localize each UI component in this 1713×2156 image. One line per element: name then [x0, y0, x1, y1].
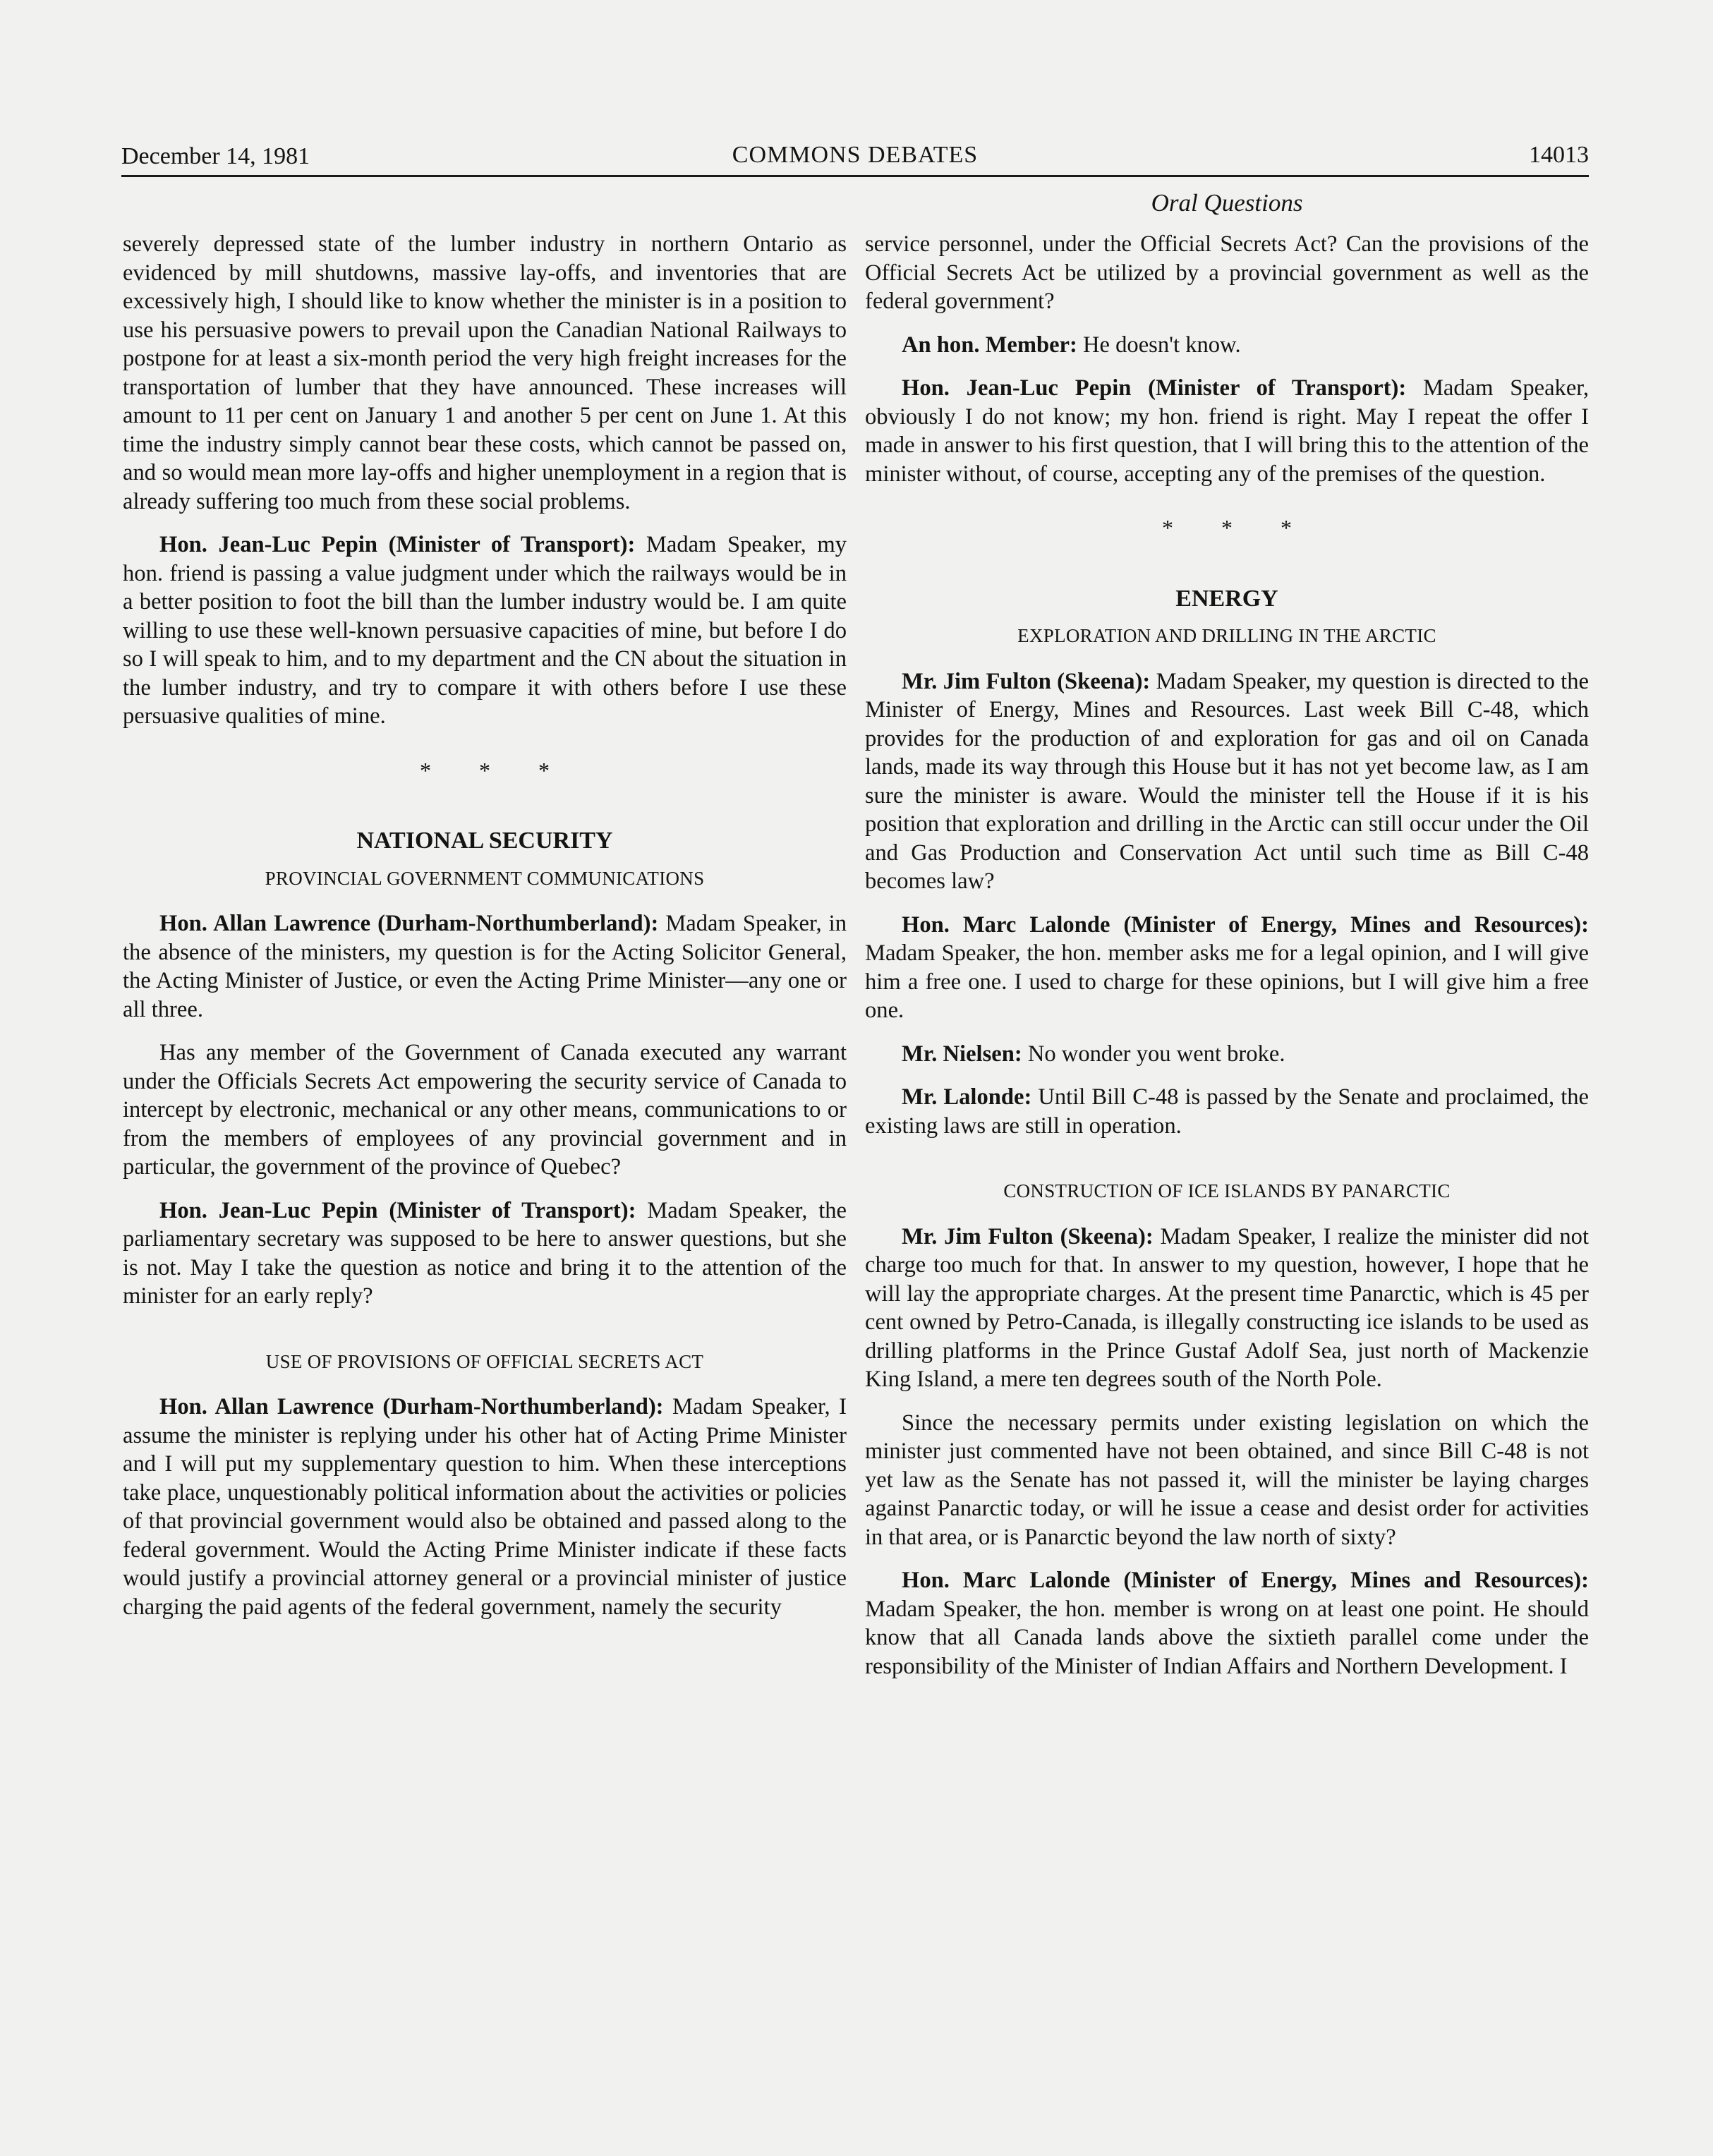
speech-text: Madam Speaker, the parliamentary secretary was supposed to be here to answer questions, but she is not. May I take the question as notice and bring it to the attention of the minister for an early reply?: [123, 1197, 847, 1309]
section-divider: * * *: [420, 757, 571, 783]
speech-paragraph: [123, 1393, 847, 1621]
speech-paragraph: [865, 1223, 1589, 1394]
subsection-heading: USE OF PROVISIONS OF OFFICIAL SECRETS ACT: [265, 1350, 704, 1372]
subsection-heading: EXPLORATION AND DRILLING IN THE ARCTIC: [1017, 625, 1436, 646]
speaker-name: Mr. Jim Fulton (Skeena):: [902, 668, 1151, 694]
paragraph: Has any member of the Government of Canada executed any warrant under the Officials Secrets Act empowering the security service of Canada to intercept by electronic, mechanical or any other means, communications to or from the members of employees of any provincial government and in particular, the government of the province of Quebec?: [123, 1040, 847, 1180]
speech-text: Madam Speaker, my question is directed to the Minister of Energy, Mines and Resources. Last week Bill C-48, which provides for the production of and exploration for gas and oil on Canada lands, made its way through this House but it has not yet become law, as I am sure the minister is aware. Would the minister tell the House if it is his position that exploration and drilling in the Arctic can still occur under the Oil and Gas Production and Conservation Act until such time as Bill C-48 becomes law?: [865, 668, 1589, 894]
paragraph: service personnel, under the Official Secrets Act? Can the provisions of the Official Secrets Act be utilized by a provincial government as well as the federal government?: [865, 231, 1589, 314]
paragraph: severely depressed state of the lumber industry in northern Ontario as evidenced by mill shutdowns, massive lay-offs, and inventories that are excessively high, I should like to know whether the minister is in a position to use his persuasive powers to prevail upon the Canadian National Railways to postpone for at least a six-month period the very high freight increases for the transportation of lumber that they have announced. These increases will amount to 11 per cent on January 1 and another 5 per cent on June 1. At this time the industry simply cannot bear these costs, which cannot be passed on, and so would mean more lay-offs and higher unemployment in a region that is already suffering too much from these social problems.: [123, 231, 847, 514]
speech-text: Until Bill C-48 is passed by the Senate and proclaimed, the existing laws are still in operation.: [865, 1084, 1589, 1139]
speech-paragraph: [865, 911, 1589, 1025]
section-tag: Oral Questions: [1151, 189, 1303, 217]
speaker-name: Mr. Jim Fulton (Skeena):: [902, 1223, 1154, 1249]
speech-text: Madam Speaker, I assume the minister is replying under his other hat of Acting Prime Minister and I will put my supplementary question to him. When these interceptions take place, unquestionably political information about the activities or policies of that provincial government would also be obtained and passed along to the federal government. Would the Acting Prime Minister indicate if these facts would justify a provincial attorney general or a provincial minister of justice charging the paid agents of the federal government, namely the security: [123, 1394, 847, 1620]
speech-paragraph: [865, 331, 1589, 360]
speech-paragraph: [865, 667, 1589, 896]
running-header: [121, 138, 1589, 177]
speaker-name: Hon. Allan Lawrence (Durham-Northumberland):: [159, 1394, 664, 1419]
speaker-name: Hon. Marc Lalonde (Minister of Energy, Mines and Resources):: [902, 1568, 1589, 1593]
speech-text: No wonder you went broke.: [1022, 1041, 1285, 1067]
section-heading: ENERGY: [1175, 585, 1278, 612]
speaker-name: Hon. Allan Lawrence (Durham-Northumberland):: [159, 911, 659, 936]
speech-paragraph: [123, 1197, 847, 1311]
speech-paragraph: [865, 1566, 1589, 1680]
paragraph: Since the necessary permits under existing legislation on which the minister just commented have not been obtained, and since Bill C-48 is not yet law as the Senate has not passed it, will the minister be laying charges against Panarctic today, or will he issue a cease and desist order for activities in that area, or is Panarctic beyond the law north of sixty?: [865, 1410, 1589, 1550]
header-date: December 14, 1981: [121, 143, 310, 169]
speech-paragraph: [865, 374, 1589, 488]
speech-paragraph: [865, 1083, 1589, 1140]
speech-text: He doesn't know.: [1077, 332, 1241, 358]
speaker-name: Mr. Nielsen:: [902, 1041, 1022, 1067]
left-column: [123, 230, 847, 1636]
speech-text: Madam Speaker, obviously I do not know; my hon. friend is right. May I repeat the offer I made in answer to his first question, that I will bring this to the attention of the minister without, of course, accepting any of the premises of the question.: [865, 375, 1589, 487]
subsection-heading: PROVINCIAL GOVERNMENT COMMUNICATIONS: [265, 867, 705, 889]
speaker-name: Mr. Lalonde:: [902, 1084, 1032, 1110]
speech-text: Madam Speaker, the hon. member is wrong on at least one point. He should know that all Canada lands above the sixtieth parallel come under the responsibility of the Minister of Indian Affairs and Northern Development. I: [865, 1596, 1589, 1679]
speech-text: Madam Speaker, I realize the minister did not charge too much for that. In answer to my question, however, I hope that he will lay the appropriate charges. At the present time Panarctic, which is 45 per cent owned by Petro-Canada, is illegally constructing ice islands to be used as drilling platforms in the Prince Gustaf Adolf Sea, just north of Mackenzie King Island, a mere ten degrees south of the North Pole.: [865, 1223, 1590, 1392]
speaker-name: Hon. Jean-Luc Pepin (Minister of Transport):: [902, 375, 1407, 401]
speaker-name: Hon. Jean-Luc Pepin (Minister of Transport):: [159, 532, 636, 557]
speech-text: Madam Speaker, the hon. member asks me for a legal opinion, and I will give him a free one. I used to charge for these opinions, but I will give him a free one.: [865, 940, 1589, 1023]
speech-paragraph: [123, 531, 847, 731]
section-heading: NATIONAL SECURITY: [356, 828, 613, 854]
header-page-number: 14013: [1529, 142, 1589, 168]
header-journal-title: COMMONS DEBATES: [732, 142, 979, 168]
speech-paragraph: [123, 909, 847, 1024]
speaker-name: Hon. Marc Lalonde (Minister of Energy, Mines and Resources):: [902, 912, 1589, 938]
speaker-name: Hon. Jean-Luc Pepin (Minister of Transport):: [159, 1197, 636, 1223]
speaker-name: An hon. Member:: [902, 332, 1077, 358]
right-column: [865, 230, 1589, 1695]
subsection-heading: CONSTRUCTION OF ICE ISLANDS BY PANARCTIC: [1003, 1180, 1451, 1201]
section-divider: * * *: [1162, 515, 1313, 540]
speech-paragraph: [865, 1040, 1589, 1069]
speech-text: Madam Speaker, my hon. friend is passing a value judgment under which the railways would be in a better position to foot the bill than the lumber industry would be. I am quite willing to use these well-known persuasive capacities of mine, but before I do so I will speak to him, and to my department and the CN about the situation in the lumber industry, and try to compare it with others before I use these persuasive qualities of mine.: [123, 532, 847, 729]
speech-text: Madam Speaker, in the absence of the ministers, my question is for the Acting Solicitor General, the Acting Minister of Justice, or even the Acting Prime Minister—any one or all three.: [123, 911, 847, 1022]
